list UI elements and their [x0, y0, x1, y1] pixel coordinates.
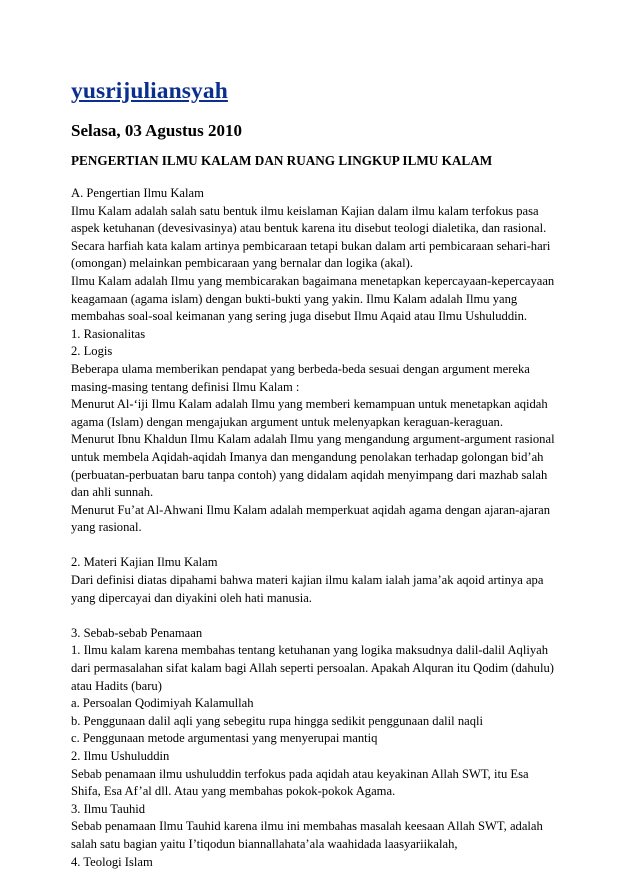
post-title: PENGERTIAN ILMU KALAM DAN RUANG LINGKUP ILMU KALAM: [71, 153, 493, 168]
body-text-line: [71, 537, 555, 555]
body-text-line: atau Hadits (baru): [71, 678, 162, 693]
body-text-line: 2. Materi Kajian Ilmu Kalam: [71, 555, 218, 570]
body-text-line: 1. Rasionalitas: [71, 326, 146, 341]
body-text-line: 2. Ilmu Ushuluddin: [71, 749, 170, 763]
body-text-line: b. Penggunaan dalil aqli yang sebegitu rupa hingga sedikit penggunaan dalil naqli: [71, 713, 483, 728]
body-text-line: 2. Logis: [71, 344, 113, 359]
body-text-line: [71, 607, 555, 625]
body-text-line: salah satu bagian yaitu I’tiqodun biannallahata’ala waahidada laasyariikalah,: [71, 836, 458, 851]
body-text-line: Secara harfiah kata kalam artinya pembicaraan tetapi bukan dalam arti pembicaraan sehari-hari: [71, 238, 551, 253]
body-text-line: dan ahli sunnah.: [71, 485, 154, 500]
body-text-line: untuk membela Aqidah-aqidah Imanya dan mengandung penolakan terhadap golongan bid’ah: [71, 449, 544, 464]
post-date: Selasa, 03 Agustus 2010: [71, 121, 242, 140]
body-text-line: masing-masing tentang definisi Ilmu Kalam :: [71, 379, 300, 394]
body-text-line: membahas soal-soal keimanan yang sering juga disebut Ilmu Aqaid atau Ilmu Ushuluddin.: [71, 309, 528, 324]
body-text-line: c. Penggunaan metode argumentasi yang menyerupai mantiq: [71, 731, 378, 746]
body-text-line: keagamaan (agama islam) dengan bukti-bukti yang yakin. Ilmu Kalam adalah Ilmu yang: [71, 291, 518, 306]
blog-title-link[interactable]: yusrijuliansyah: [71, 78, 228, 104]
body-text-line: A. Pengertian Ilmu Kalam: [71, 186, 204, 200]
body-text-line: agama (Islam) dengan mengajukan argument untuk melenyapkan keraguan-keraguan.: [71, 414, 503, 429]
body-text-line: 3. Sebab-sebab Penamaan: [71, 625, 203, 640]
body-text-line: Menurut Fu’at Al-Ahwani Ilmu Kalam adalah memperkuat aqidah agama dengan ajaran-ajaran: [71, 502, 551, 517]
body-text-line: Sebab penamaan ilmu ushuluddin terfokus pada aqidah atau keyakinan Allah SWT, itu Esa: [71, 766, 529, 781]
body-text-line: (omongan) melainkan pembicaraan yang bernalar dan logika (akal).: [71, 256, 413, 271]
body-text-line: Ilmu Kalam adalah Ilmu yang membicarakan bagaimana menetapkan kepercayaan-kepercayaan: [71, 273, 555, 288]
body-text-line: 1. Ilmu kalam karena membahas tentang ketuhanan yang logika maksudnya dalil-dalil Aqliyah: [71, 643, 549, 658]
body-text-line: aspek ketuhanan (devesivasinya) atau bentuk karena itu disebut teologi dialetika, dan rasional.: [71, 221, 547, 236]
body-text-line: (perbuatan-perbuatan baru tanpa contoh) yang didalam aqidah menyimpang dari mazhab salah: [71, 467, 548, 482]
post-body: [71, 185, 555, 871]
body-text-line: 3. Ilmu Tauhid: [71, 801, 146, 816]
body-text-line: Beberapa ulama memberikan pendapat yang berbeda-beda sesuai dengan argument mereka: [71, 361, 530, 376]
body-text-line: 4. Teologi Islam: [71, 854, 153, 869]
body-text-line: yang rasional.: [71, 520, 142, 535]
body-text-line: yang dipercayai dan diyakini oleh hati manusia.: [71, 590, 312, 605]
body-text-line: Ilmu Kalam adalah salah satu bentuk ilmu keislaman Kajian dalam ilmu kalam terfokus pasa: [71, 203, 539, 218]
body-text-line: a. Persoalan Qodimiyah Kalamullah: [71, 696, 254, 711]
body-text-line: Menurut Ibnu Khaldun Ilmu Kalam adalah Ilmu yang mengandung argument-argument rasional: [71, 432, 555, 447]
body-text-line: Dari definisi diatas dipahami bahwa materi kajian ilmu kalam ialah jama’ak aqoid artinya apa: [71, 573, 544, 588]
body-text-line: Shifa, Esa Af’al dll. Atau yang membahas pokok-pokok Agama.: [71, 784, 396, 799]
body-text-line: Sebab penamaan Ilmu Tauhid karena ilmu ini membahas masalah keesaan Allah SWT, adalah: [71, 819, 543, 834]
body-text-line: dari permasalahan sifat kalam bagi Allah seperti persoalan. Apakah Alquran itu Qodim (dahulu): [71, 661, 554, 676]
body-text-line: Menurut Al-‘iji Ilmu Kalam adalah Ilmu yang memberi kemampuan untuk menetapkan aqidah: [71, 397, 548, 412]
